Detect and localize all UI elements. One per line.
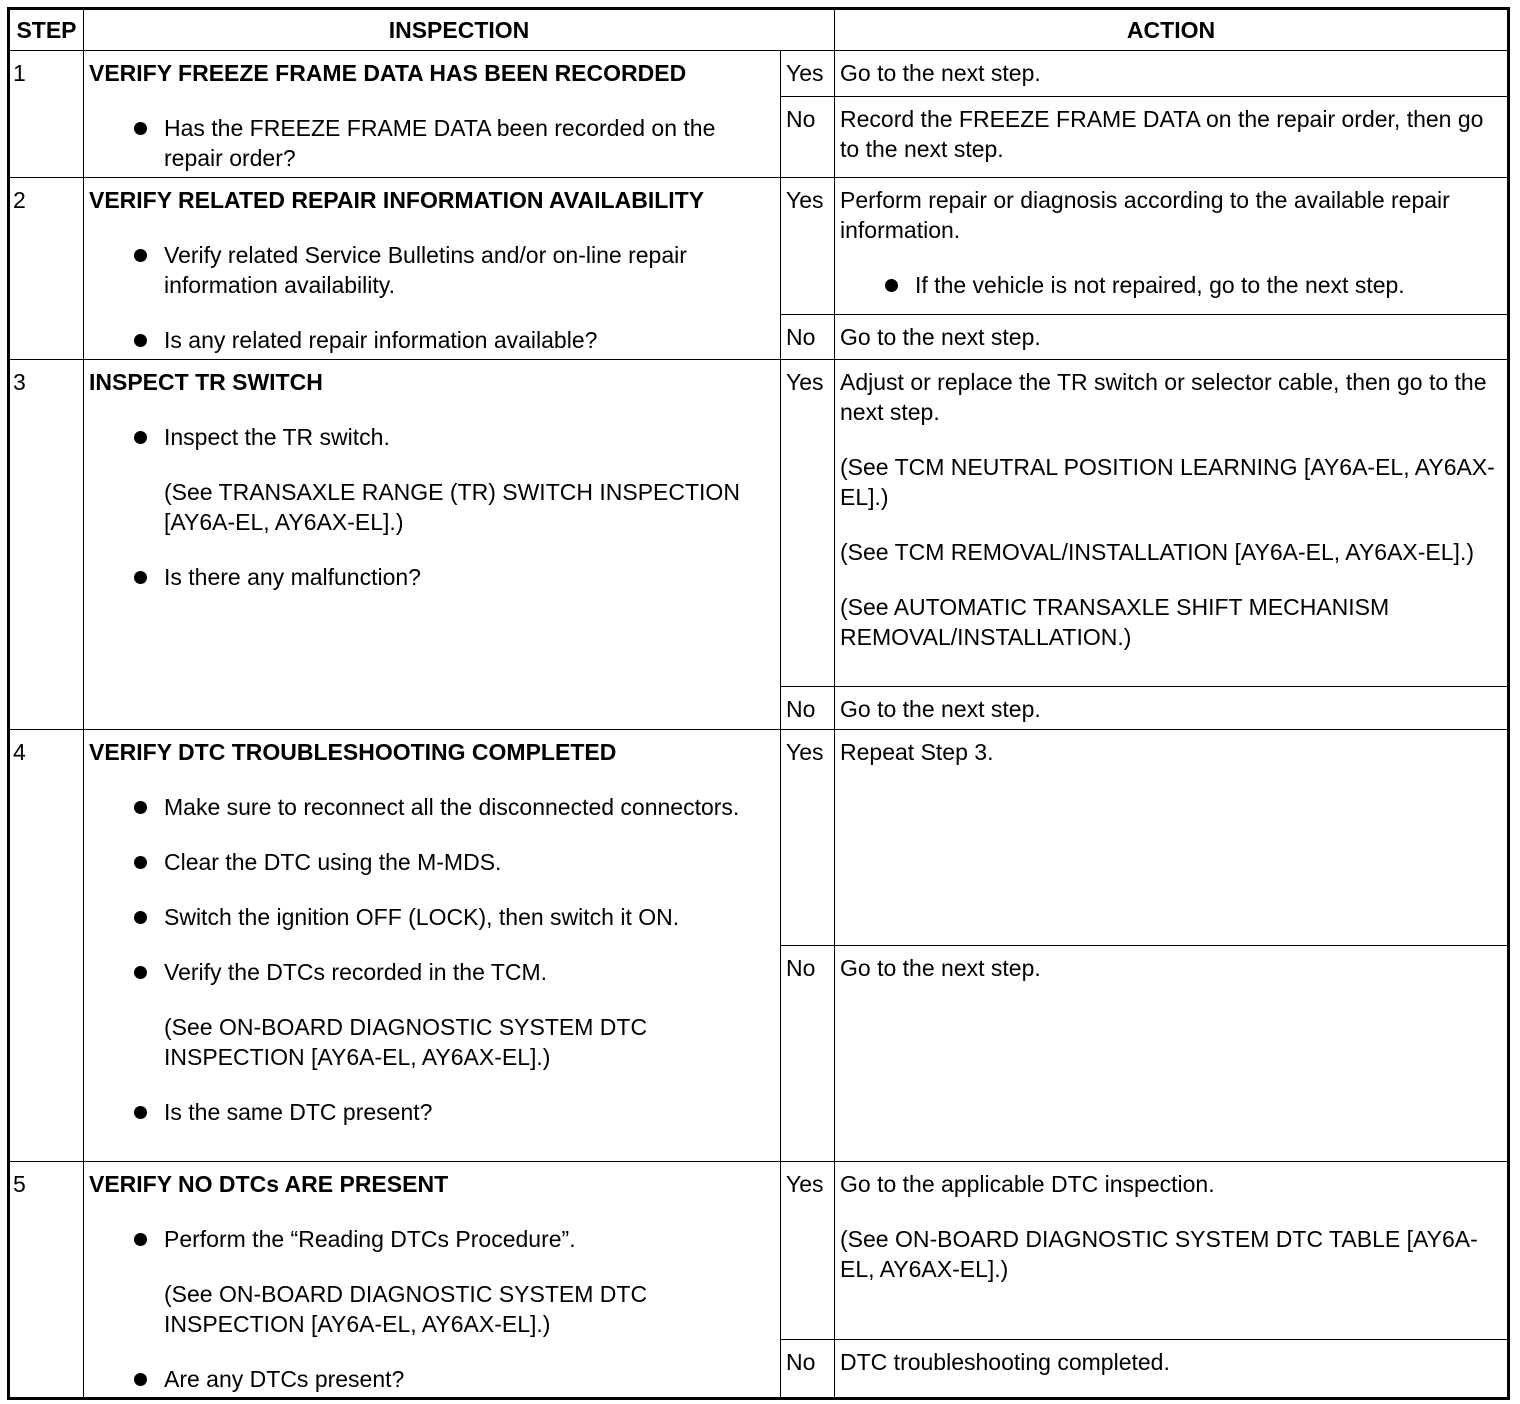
inspection-bullets: [89, 1224, 774, 1394]
yes-label: Yes: [781, 730, 835, 946]
step-number: 1: [9, 51, 84, 178]
action-bullet: If the vehicle is not repaired, go to the next step.: [840, 270, 1501, 300]
diagnostic-procedure-table: [7, 7, 1510, 1400]
step-title: VERIFY FREEZE FRAME DATA HAS BEEN RECORDED: [89, 60, 687, 86]
no-label: No: [781, 97, 835, 178]
step-2-yes-row: [9, 178, 1509, 315]
no-action: DTC troubleshooting completed.: [835, 1340, 1509, 1399]
yes-label: Yes: [781, 51, 835, 97]
bullet-text: Has the FREEZE FRAME DATA been recorded on the repair order?: [164, 115, 716, 171]
no-action: Go to the next step.: [835, 687, 1509, 730]
step-inspection: [84, 51, 781, 178]
bullet-text: Is there any malfunction?: [164, 564, 421, 590]
no-action: Record the FREEZE FRAME DATA on the repair order, then go to the next step.: [835, 97, 1509, 178]
action-text: Go to the next step.: [840, 60, 1041, 86]
step-inspection: [84, 1162, 781, 1399]
inspection-bullets: [89, 792, 774, 1127]
step-title: VERIFY DTC TROUBLESHOOTING COMPLETED: [89, 739, 617, 765]
bullet-text: Inspect the TR switch.: [164, 424, 390, 450]
inspection-bullet: [89, 562, 774, 592]
bullet-text: Verify the DTCs recorded in the TCM.: [164, 959, 548, 985]
inspection-bullet: [89, 1097, 774, 1127]
header-inspection: INSPECTION: [84, 9, 835, 51]
no-label: No: [781, 687, 835, 730]
action-text: Go to the applicable DTC inspection.: [840, 1171, 1215, 1197]
inspection-bullet: [89, 902, 774, 932]
no-label: No: [781, 946, 835, 1162]
inspection-bullet: [89, 957, 774, 1072]
step-title: VERIFY NO DTCs ARE PRESENT: [89, 1171, 449, 1197]
step-title: INSPECT TR SWITCH: [89, 369, 323, 395]
inspection-bullet: [89, 847, 774, 877]
step-number: 2: [9, 178, 84, 360]
inspection-bullet: [89, 113, 774, 173]
inspection-bullets: [89, 422, 774, 592]
yes-action: [835, 1162, 1509, 1340]
action-reference: (See ON-BOARD DIAGNOSTIC SYSTEM DTC TABLE [AY6A-EL, AY6AX-EL].): [840, 1226, 1478, 1282]
step-number: 5: [9, 1162, 84, 1399]
inspection-bullet: [89, 325, 774, 355]
yes-label: Yes: [781, 360, 835, 687]
yes-action: [835, 178, 1509, 315]
inspection-bullet: [89, 1224, 774, 1339]
inspection-bullets: [89, 113, 774, 173]
header-row: [9, 9, 1509, 51]
inspection-bullet: [89, 792, 774, 822]
bullet-text: Switch the ignition OFF (LOCK), then switch it ON.: [164, 904, 680, 930]
header-step: STEP: [9, 9, 84, 51]
step-4-yes-row: [9, 730, 1509, 946]
no-label: No: [781, 315, 835, 360]
no-action: Go to the next step.: [835, 946, 1509, 1162]
no-action: Go to the next step.: [835, 315, 1509, 360]
bullet-text: Is any related repair information available?: [164, 327, 598, 353]
bullet-note: (See ON-BOARD DIAGNOSTIC SYSTEM DTC INSPECTION [AY6A-EL, AY6AX-EL].): [164, 1014, 648, 1070]
action-reference: (See TCM REMOVAL/INSTALLATION [AY6A-EL, AY6AX-EL].): [840, 539, 1474, 565]
bullet-text: Clear the DTC using the M-MDS.: [164, 849, 502, 875]
yes-label: Yes: [781, 178, 835, 315]
no-label: No: [781, 1340, 835, 1399]
bullet-text: Make sure to reconnect all the disconnected connectors.: [164, 794, 740, 820]
step-5-yes-row: [9, 1162, 1509, 1340]
inspection-bullet: [89, 422, 774, 537]
step-title: VERIFY RELATED REPAIR INFORMATION AVAILABILITY: [89, 187, 705, 213]
inspection-bullets: [89, 240, 774, 355]
step-inspection: [84, 178, 781, 360]
step-number: 4: [9, 730, 84, 1162]
yes-action: [835, 360, 1509, 687]
action-text: Adjust or replace the TR switch or selector cable, then go to the next step.: [840, 369, 1487, 425]
yes-action: [835, 730, 1509, 946]
bullet-text: Verify related Service Bulletins and/or on-line repair information availability.: [164, 242, 687, 298]
action-text: Perform repair or diagnosis according to the available repair information.: [840, 187, 1450, 243]
yes-label: Yes: [781, 1162, 835, 1340]
step-inspection: [84, 730, 781, 1162]
action-reference: (See AUTOMATIC TRANSAXLE SHIFT MECHANISM REMOVAL/INSTALLATION.): [840, 594, 1390, 650]
action-text: Repeat Step 3.: [840, 739, 994, 765]
step-1-yes-row: [9, 51, 1509, 97]
inspection-bullet: [89, 240, 774, 300]
step-number: 3: [9, 360, 84, 730]
inspection-bullet: [89, 1364, 774, 1394]
step-3-yes-row: [9, 360, 1509, 687]
action-reference: (See TCM NEUTRAL POSITION LEARNING [AY6A-EL, AY6AX-EL].): [840, 454, 1495, 510]
bullet-note: (See ON-BOARD DIAGNOSTIC SYSTEM DTC INSPECTION [AY6A-EL, AY6AX-EL].): [164, 1281, 648, 1337]
bullet-text: Is the same DTC present?: [164, 1099, 433, 1125]
header-action: ACTION: [835, 9, 1509, 51]
step-inspection: [84, 360, 781, 730]
yes-action: [835, 51, 1509, 97]
action-bullets: [840, 270, 1501, 300]
bullet-text: Perform the “Reading DTCs Procedure”.: [164, 1226, 576, 1252]
bullet-text: Are any DTCs present?: [164, 1366, 405, 1392]
bullet-note: (See TRANSAXLE RANGE (TR) SWITCH INSPECTION [AY6A-EL, AY6AX-EL].): [164, 479, 740, 535]
